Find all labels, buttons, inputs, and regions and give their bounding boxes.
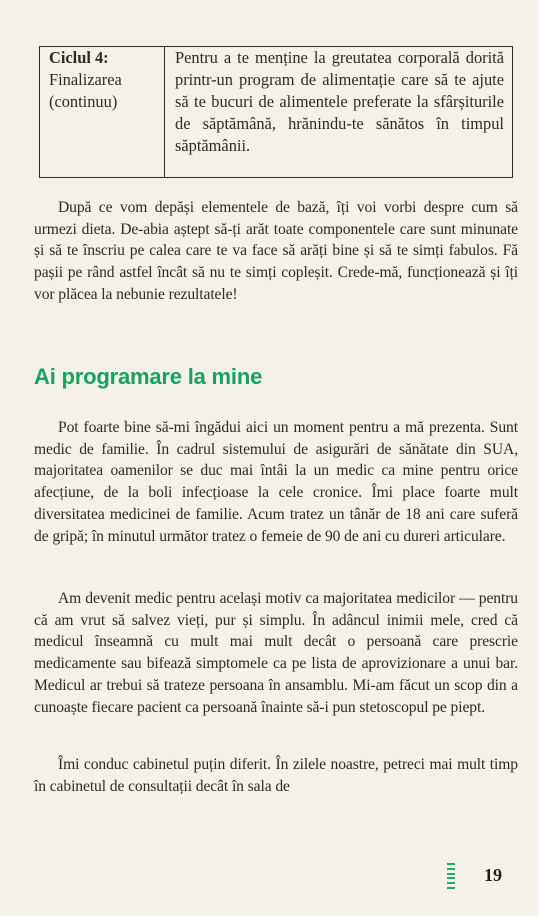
table-right-cell: Pentru a te menține la greutatea corporală dorită printr-un program de alimentație care să te ajute să te bucuri de alimentele preferate la sfârșiturile de săptămână, hrănindu-te sănătos în timpul săptămânii. — [175, 48, 504, 155]
cycle-title: Ciclul 4: — [49, 48, 109, 67]
intro-paragraph: După ce vom depăși elementele de bază, îți voi vorbi despre cum să urmezi dieta. De-abia aștept să-ți arăt toate componentele care sunt minunate și să te înscriu pe calea care te va face să arăți bine și să te simți fabulos. Fă pașii pe rând astfel încât să nu te simți copleșit. Crede-mă, funcționează și îți vor plăcea la nebunie rezultatele! — [34, 199, 518, 303]
page-marker-icon — [447, 863, 455, 889]
section-paragraph-2: Am devenit medic pentru același motiv ca majoritatea medicilor — pentru că am vrut să salvez vieți, pur și simplu. În adâncul inimii mele, cred că medicul înseamnă cu mult mai mult decât o persoană care prescrie medicamente sau bifează simptomele ca pe lista de aprovizionare a unui bar. Medicul ar trebui să trateze persoana în ansamblu. Mi-am făcut un scop din a cunoaște fiecare pacient ca persoană înainte să-i pun stetoscopul pe piept. — [34, 590, 518, 716]
cycle-subtitle: Finalizarea — [49, 70, 122, 89]
page-number: 19 — [484, 865, 502, 885]
section-paragraph-3: Îmi conduc cabinetul puțin diferit. În zilele noastre, petreci mai mult timp în cabinetul de consultații decât în sala de — [34, 756, 518, 795]
summary-table — [39, 46, 513, 178]
table-left-cell — [40, 47, 165, 177]
cycle-note: (continuu) — [49, 92, 118, 111]
section-heading: Ai programare la mine — [34, 364, 263, 389]
section-paragraph-1: Pot foarte bine să-mi îngădui aici un moment pentru a mă prezenta. Sunt medic de familie. În cadrul sistemului de asigurări de sănătate din SUA, majoritatea oamenilor se duc mai întâi la un medic ca mine pentru orice afecțiune, de la boli infecțioase la cele cronice. Îmi place foarte mult diversitatea medicinei de familie. Acum tratez un tânăr de 18 ani care suferă de gripă; în minutul următor tratez o femeie de 90 de ani cu dureri articulare. — [34, 419, 518, 545]
